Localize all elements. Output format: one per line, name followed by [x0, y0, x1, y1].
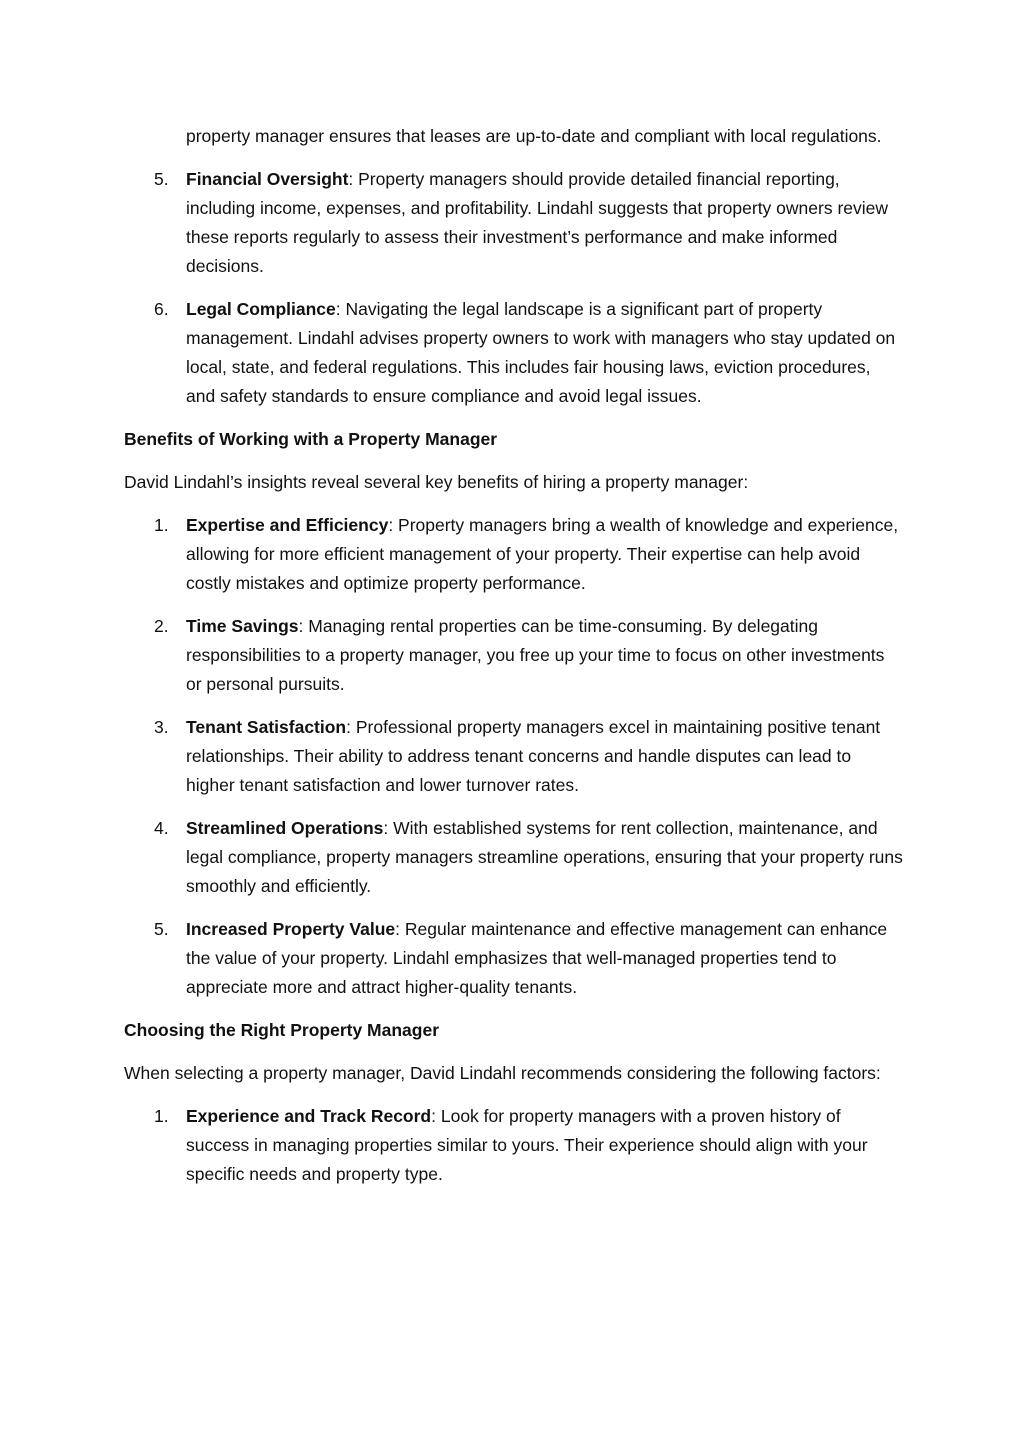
- list-item: [124, 612, 904, 699]
- list-item-number: 1.: [154, 515, 169, 535]
- list-item-text: : Managing rental properties can be time-consuming. By delegating responsibilities to a property manager, you free up your time to focus on other investments or personal pursuits.: [186, 616, 885, 694]
- list-item-term: Expertise and Efficiency: [186, 515, 389, 535]
- list-item: [124, 713, 904, 800]
- list-item: [124, 165, 904, 281]
- section-intro-benefits: David Lindahl’s insights reveal several key benefits of hiring a property manager:: [124, 472, 749, 492]
- section-heading-choosing: Choosing the Right Property Manager: [124, 1020, 440, 1040]
- list-item-term: Legal Compliance: [186, 299, 336, 319]
- list-item-number: 3.: [154, 717, 169, 737]
- benefits-list: [124, 511, 904, 1002]
- list-item-number: 6.: [154, 299, 169, 319]
- list-item-text: : Property managers bring a wealth of knowledge and experience, allowing for more efficient management of your property. Their expertise can help avoid costly mistakes and optimize property performance.: [186, 515, 899, 593]
- list-item-text: : Property managers should provide detailed financial reporting, including income, expenses, and profitability. Lindahl suggests that property owners review these reports regularly to assess their investment’s performance and make informed decisions.: [186, 169, 889, 276]
- section-heading-benefits: Benefits of Working with a Property Manager: [124, 429, 498, 449]
- list-item-text: property manager ensures that leases are up-to-date and compliant with local regulations.: [186, 126, 882, 146]
- list-item-number: 2.: [154, 616, 169, 636]
- list-item-text: : With established systems for rent collection, maintenance, and legal compliance, property managers streamline operations, ensuring that your property runs smoothly and efficiently.: [186, 818, 903, 896]
- section-intro-choosing: When selecting a property manager, David Lindahl recommends considering the following factors:: [124, 1063, 881, 1083]
- list-item: [124, 511, 904, 598]
- list-item-text: : Regular maintenance and effective management can enhance the value of your property. Lindahl emphasizes that well-managed properties tend to appreciate more and attract higher-quality tenants.: [186, 919, 888, 997]
- list-item-text: : Navigating the legal landscape is a significant part of property management. Lindahl advises property owners to work with managers who stay updated on local, state, and federal regulations. This includes fair housing laws, eviction procedures, and safety standards to ensure compliance and avoid legal issues.: [186, 299, 896, 406]
- list-item-number: 5.: [154, 919, 169, 939]
- list-item-term: Tenant Satisfaction: [186, 717, 347, 737]
- list-item-term: Increased Property Value: [186, 919, 396, 939]
- list-item-text: : Look for property managers with a proven history of success in managing properties similar to yours. Their experience should align with your specific needs and property type.: [186, 1106, 868, 1184]
- list-item-term: Streamlined Operations: [186, 818, 384, 838]
- list-item-number: 5.: [154, 169, 169, 189]
- choosing-list: [124, 1102, 904, 1189]
- document-body: [124, 122, 904, 1203]
- list-item: [124, 814, 904, 901]
- list-item-number: 1.: [154, 1106, 169, 1126]
- list-item-term: Financial Oversight: [186, 169, 349, 189]
- list-continued: [124, 122, 904, 411]
- list-item: [124, 1102, 904, 1189]
- list-item-term: Experience and Track Record: [186, 1106, 432, 1126]
- list-item-number: 4.: [154, 818, 169, 838]
- list-item-continuation: [124, 122, 904, 151]
- list-item-text: : Professional property managers excel in maintaining positive tenant relationships. Their ability to address tenant concerns and handle disputes can lead to higher tenant satisfaction and lower turnover rates.: [186, 717, 881, 795]
- list-item-term: Time Savings: [186, 616, 299, 636]
- list-item: [124, 915, 904, 1002]
- list-item: [124, 295, 904, 411]
